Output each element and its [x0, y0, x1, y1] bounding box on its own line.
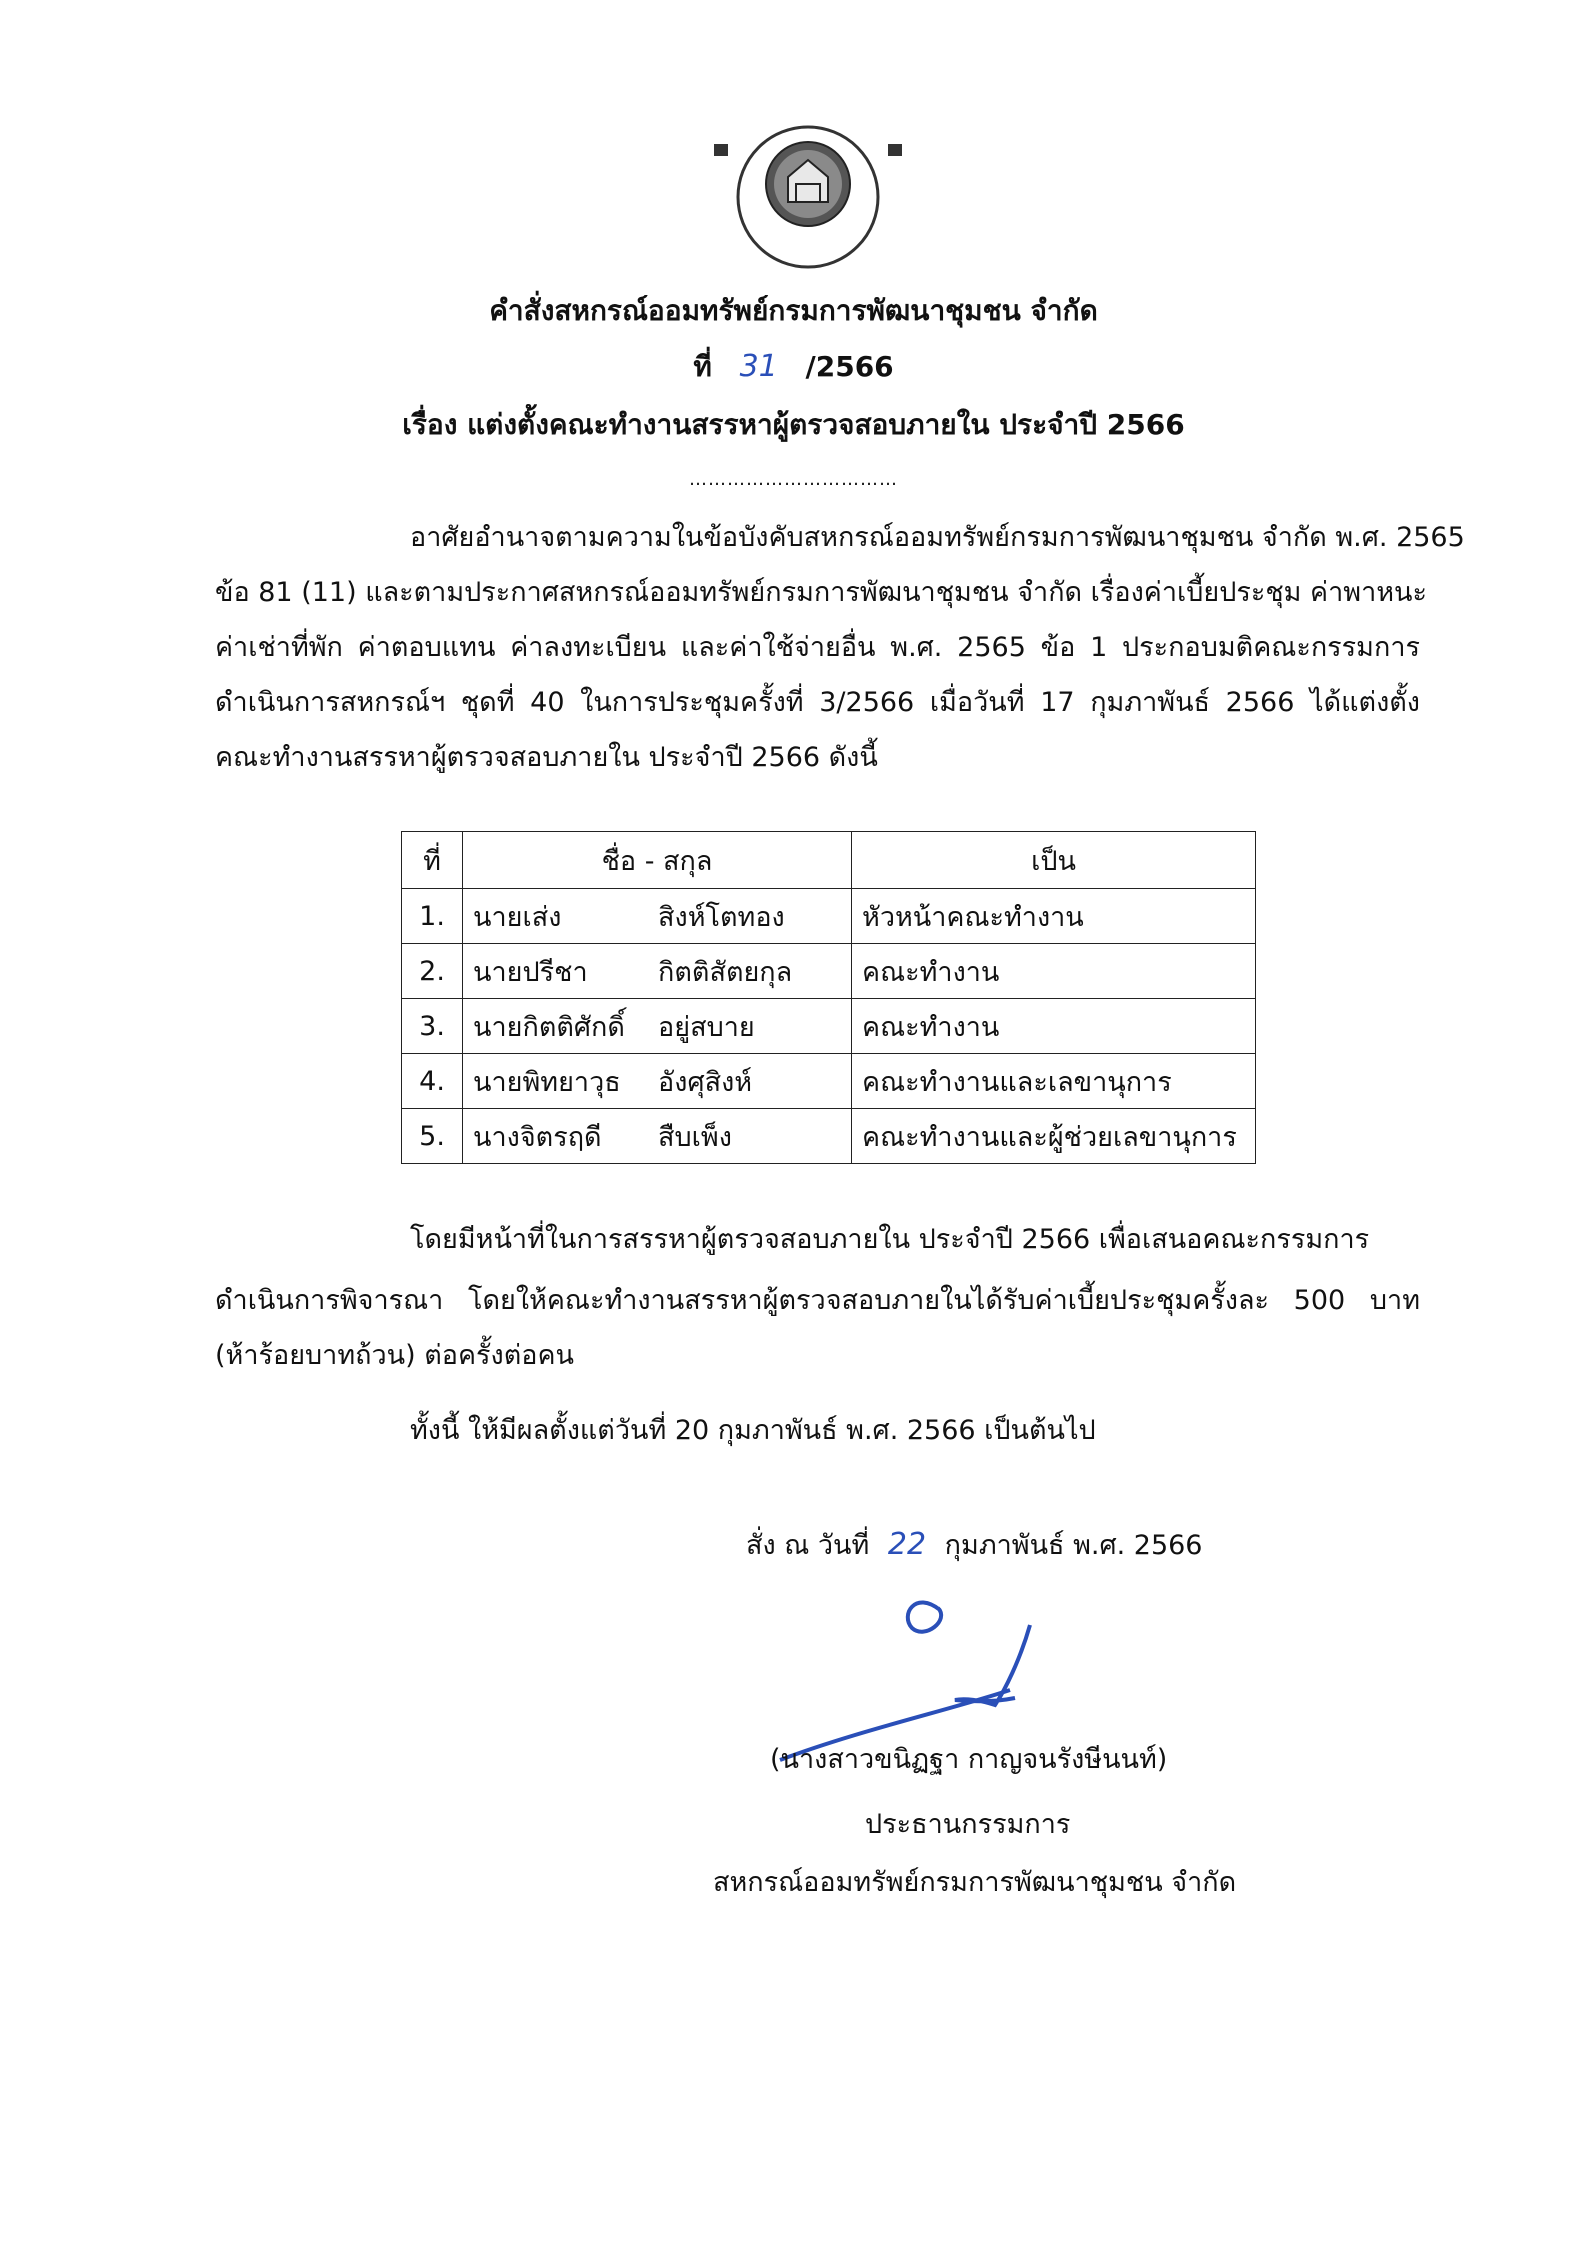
table-row [402, 999, 1256, 1054]
row-role: คณะทำงานและเลขานุการ [852, 1054, 1256, 1109]
row-role: หัวหน้าคณะทำงาน [852, 889, 1256, 944]
signature-date [746, 1527, 1203, 1564]
row-no: 3. [402, 999, 463, 1054]
row-last-name: อยู่สบาย [658, 1011, 755, 1043]
signer-name: (นางสาวขนิฏฐา กาญจนรังษีนนท์) [770, 1744, 1168, 1775]
para2-line2: ดำเนินการพิจารณา โดยให้คณะทำงานสรรหาผู้ตรวจสอบภายในได้รับค่าเบี้ยประชุมครั้งละ 500 บาท [215, 1285, 1420, 1316]
row-role: คณะทำงานและผู้ช่วยเลขานุการ [852, 1109, 1256, 1164]
row-role: คณะทำงาน [852, 944, 1256, 999]
para1-line3: ค่าเช่าที่พัก ค่าตอบแทน ค่าลงทะเบียน และค่าใช้จ่ายอื่น พ.ศ. 2565 ข้อ 1 ประกอบมติคณะกรรมการ [215, 632, 1420, 663]
signer-position: ประธานกรรมการ [865, 1809, 1071, 1840]
para1-line4: ดำเนินการสหกรณ์ฯ ชุดที่ 40 ในการประชุมครั้งที่ 3/2566 เมื่อวันที่ 17 กุมภาพันธ์ 2566 ได้แต่งตั้ง [215, 687, 1420, 718]
seal-emblem-icon [708, 122, 908, 272]
row-last-name: กิตติสัตยกุล [658, 956, 793, 988]
date-suffix: กุมภาพันธ์ พ.ศ. 2566 [944, 1530, 1203, 1561]
para3: ทั้งนี้ ให้มีผลตั้งแต่วันที่ 20 กุมภาพันธ์ พ.ศ. 2566 เป็นต้นไป [410, 1415, 1096, 1446]
row-no: 5. [402, 1109, 463, 1164]
committee-table [401, 831, 1256, 1164]
date-handwritten: 22 [887, 1527, 927, 1562]
row-name [463, 1054, 852, 1109]
table-row [402, 1054, 1256, 1109]
para1-line2: ข้อ 81 (11) และตามประกาศสหกรณ์ออมทรัพย์กรมการพัฒนาชุมชน จำกัด เรื่องค่าเบี้ยประชุม ค่าพาหนะ [215, 577, 1427, 608]
para2-line3: (ห้าร้อยบาทถ้วน) ต่อครั้งต่อคน [215, 1340, 574, 1371]
row-name [463, 1109, 852, 1164]
header-role: เป็น [852, 832, 1256, 889]
row-name [463, 944, 852, 999]
header-divider-dots: …………………………… [689, 469, 898, 490]
header-no: ที่ [402, 832, 463, 889]
order-subject: เรื่อง แต่งตั้งคณะทำงานสรรหาผู้ตรวจสอบภายใน ประจำปี 2566 [402, 408, 1185, 441]
row-first-name: นายปรีชา [473, 956, 588, 988]
order-number [0, 348, 1587, 386]
para1-line1: อาศัยอำนาจตามความในข้อบังคับสหกรณ์ออมทรัพย์กรมการพัฒนาชุมชน จำกัด พ.ศ. 2565 [410, 522, 1465, 553]
row-first-name: นายเส่ง [473, 901, 562, 933]
row-no: 4. [402, 1054, 463, 1109]
number-prefix: ที่ [693, 350, 712, 383]
signer-organization: สหกรณ์ออมทรัพย์กรมการพัฒนาชุมชน จำกัด [713, 1867, 1237, 1898]
row-role: คณะทำงาน [852, 999, 1256, 1054]
seal-logo [708, 122, 908, 272]
row-first-name: นางจิตรฤดี [473, 1121, 602, 1153]
row-last-name: สิงห์โตทอง [658, 901, 785, 933]
order-title: คำสั่งสหกรณ์ออมทรัพย์กรมการพัฒนาชุมชน จำกัด [489, 294, 1098, 327]
row-first-name: นายพิทยาวุธ [473, 1066, 621, 1098]
number-suffix: /2566 [805, 350, 894, 383]
table-row [402, 889, 1256, 944]
date-prefix: สั่ง ณ วันที่ [746, 1530, 870, 1561]
row-first-name: นายกิตติศักดิ์ [473, 1011, 625, 1043]
row-last-name: อังศุสิงห์ [658, 1066, 753, 1098]
row-last-name: สืบเพ็ง [658, 1121, 732, 1153]
para2-line1: โดยมีหน้าที่ในการสรรหาผู้ตรวจสอบภายใน ประจำปี 2566 เพื่อเสนอคณะกรรมการ [410, 1224, 1370, 1255]
row-no: 2. [402, 944, 463, 999]
row-name [463, 999, 852, 1054]
para1-line5: คณะทำงานสรรหาผู้ตรวจสอบภายใน ประจำปี 2566 ดังนี้ [215, 742, 878, 773]
row-no: 1. [402, 889, 463, 944]
row-name [463, 889, 852, 944]
header-name: ชื่อ - สกุล [463, 832, 852, 889]
table-header-row [402, 832, 1256, 889]
table-row [402, 944, 1256, 999]
table-row [402, 1109, 1256, 1164]
number-handwritten: 31 [739, 349, 778, 384]
